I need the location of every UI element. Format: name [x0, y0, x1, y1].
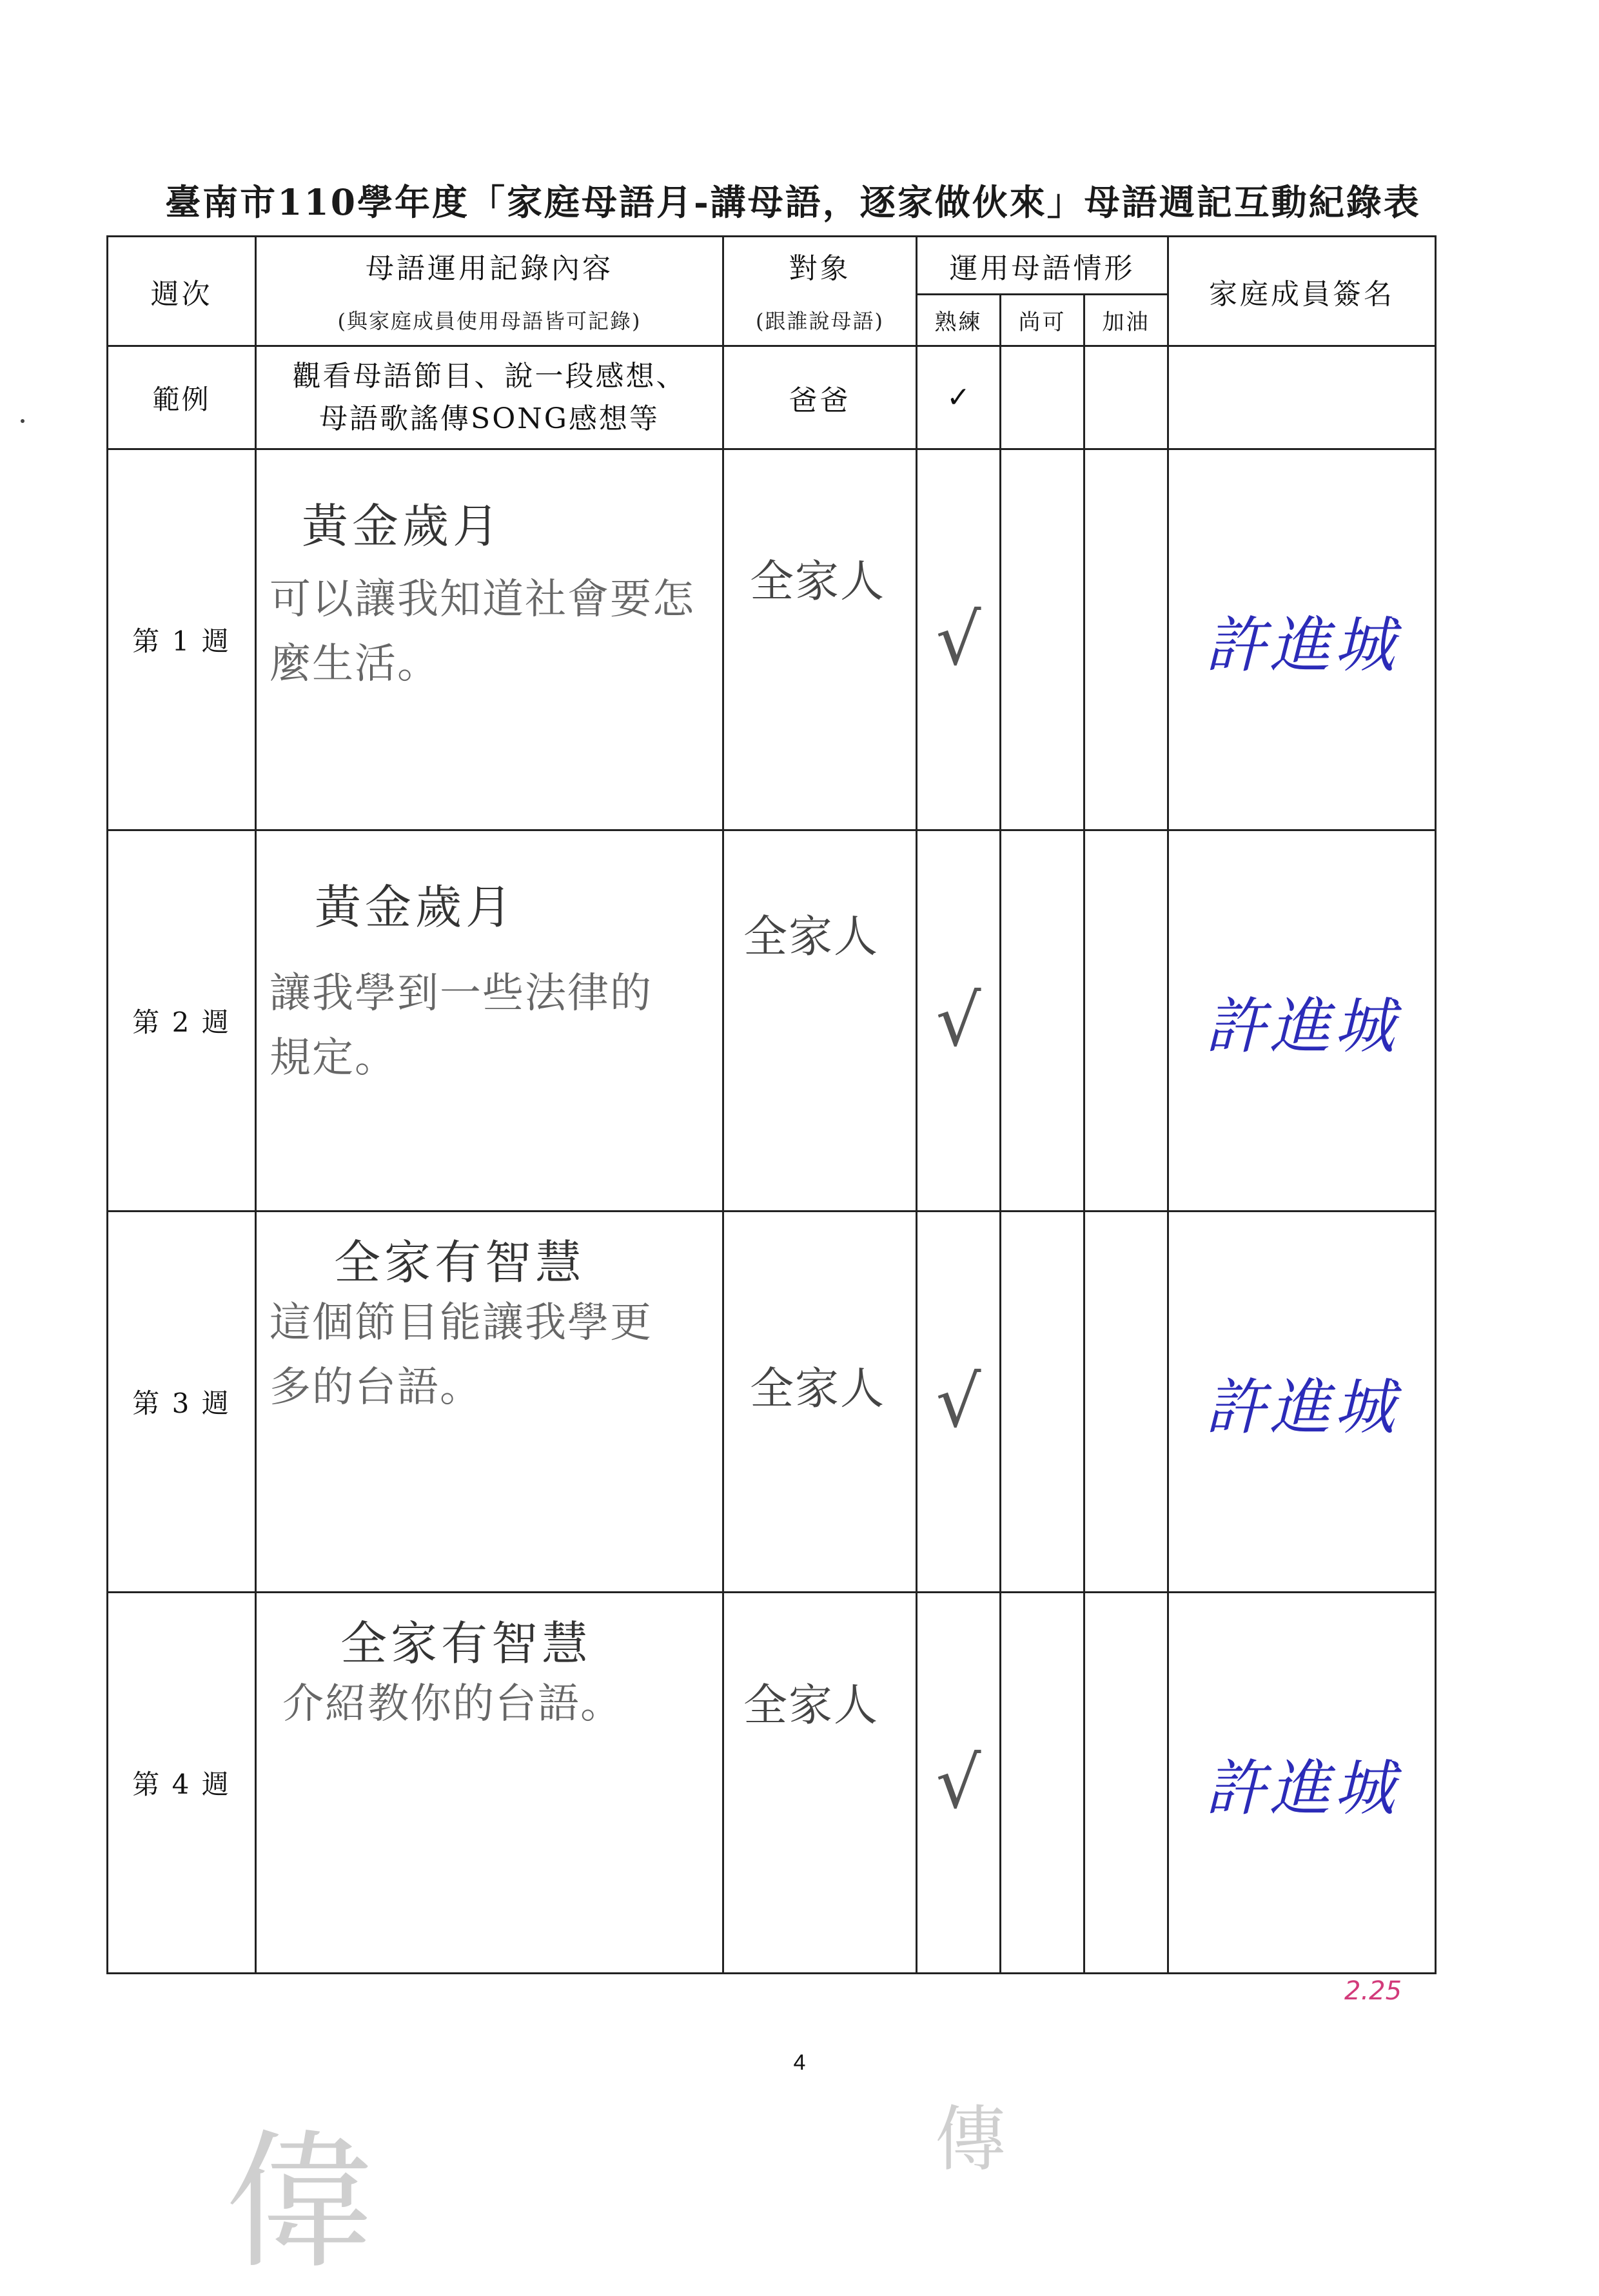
target-text: 全家人: [743, 1680, 879, 1731]
check-mark: √: [936, 1742, 981, 1824]
example-signature-cell: [1168, 346, 1436, 449]
fluent-cell: [917, 449, 1001, 830]
effort-cell: [1084, 449, 1168, 830]
example-target: 爸爸: [723, 346, 917, 449]
example-row: [108, 346, 1436, 449]
week-label: 第 4 週: [108, 1593, 256, 1974]
effort-cell: [1084, 1212, 1168, 1593]
content-cell: [256, 830, 723, 1212]
header-fluent: 熟練: [917, 295, 1001, 346]
fluent-cell: [917, 830, 1001, 1212]
header-ok: 尚可: [1001, 295, 1084, 346]
ok-cell: [1001, 830, 1084, 1212]
date-note: 2.25: [1344, 1976, 1402, 2006]
target-cell: [723, 449, 917, 830]
example-content-line2: 母語歌謠傳SONG感想等: [319, 402, 660, 435]
week-label: 第 1 週: [108, 449, 256, 830]
signature-cell: [1168, 1593, 1436, 1974]
signature-cell: [1168, 830, 1436, 1212]
week-row: [108, 830, 1436, 1212]
fluent-cell: [917, 1593, 1001, 1974]
content-cell: [256, 449, 723, 830]
target-text: 全家人: [743, 912, 879, 963]
header-usage: 運用母語情形: [917, 237, 1168, 295]
page-title: 臺南市110學年度「家庭母語月-講母語，逐家做伙來」母語週記互動紀錄表: [165, 181, 1421, 223]
ok-cell: [1001, 449, 1084, 830]
header-target: 對象: [723, 237, 917, 295]
fluent-cell: [917, 1212, 1001, 1593]
example-effort-cell: [1084, 346, 1168, 449]
faint-handwriting-left: 偉: [226, 2117, 375, 2289]
reflection-line1: 介紹教你的台語。: [282, 1680, 623, 1728]
target-cell: [723, 1212, 917, 1593]
check-mark: √: [936, 979, 981, 1062]
program-title: 全家有智慧: [334, 1235, 586, 1290]
program-title: 黃金歲月: [315, 880, 516, 934]
signature-cell: [1168, 1212, 1436, 1593]
reflection-line2: 多的台語。: [270, 1364, 482, 1411]
header-week: 週次: [108, 237, 256, 346]
target-cell: [723, 1593, 917, 1974]
ok-cell: [1001, 1212, 1084, 1593]
signature: 許進城: [1204, 1372, 1398, 1443]
reflection-line2: 規定。: [270, 1034, 397, 1082]
reflection-line1: 可以讓我知道社會要怎: [270, 576, 695, 623]
scan-dot: [21, 419, 25, 423]
header-signature: 家庭成員簽名: [1168, 237, 1436, 346]
check-mark: √: [936, 598, 981, 681]
header-content: 母語運用記錄內容: [256, 237, 723, 295]
week-row: [108, 449, 1436, 830]
program-title: 全家有智慧: [340, 1616, 593, 1671]
signature-cell: [1168, 449, 1436, 830]
effort-cell: [1084, 1593, 1168, 1974]
example-content-line1: 觀看母語節目、說一段感想、: [292, 359, 687, 393]
header-row: [108, 237, 1436, 295]
target-text: 全家人: [750, 1364, 886, 1415]
content-cell: [256, 1212, 723, 1593]
week-label: 第 2 週: [108, 830, 256, 1212]
example-content: [256, 346, 723, 449]
content-cell: [256, 1593, 723, 1974]
week-row: [108, 1212, 1436, 1593]
signature: 許進城: [1204, 991, 1398, 1062]
page-number: 4: [793, 2050, 806, 2075]
reflection-line1: 這個節目能讓我學更: [270, 1299, 652, 1347]
header-effort: 加油: [1084, 295, 1168, 346]
reflection-line1: 讓我學到一些法律的: [270, 970, 652, 1017]
program-title: 黃金歲月: [302, 499, 504, 553]
effort-cell: [1084, 830, 1168, 1212]
signature: 許進城: [1204, 1753, 1398, 1824]
faint-handwriting-right: 傳: [935, 2098, 1006, 2181]
reflection-line2: 麼生活。: [270, 640, 440, 688]
week-row: [108, 1593, 1436, 1974]
ok-cell: [1001, 1593, 1084, 1974]
target-cell: [723, 830, 917, 1212]
weekly-log-table: [106, 235, 1437, 1974]
example-week: 範例: [108, 346, 256, 449]
week-label: 第 3 週: [108, 1212, 256, 1593]
header-target-note: (跟誰說母語): [723, 295, 917, 346]
target-text: 全家人: [750, 556, 886, 607]
header-content-note: (與家庭成員使用母語皆可記錄): [256, 295, 723, 346]
example-fluent-mark: ✓: [917, 346, 1001, 449]
example-ok-cell: [1001, 346, 1084, 449]
signature: 許進城: [1204, 610, 1398, 681]
check-mark: √: [936, 1360, 981, 1443]
